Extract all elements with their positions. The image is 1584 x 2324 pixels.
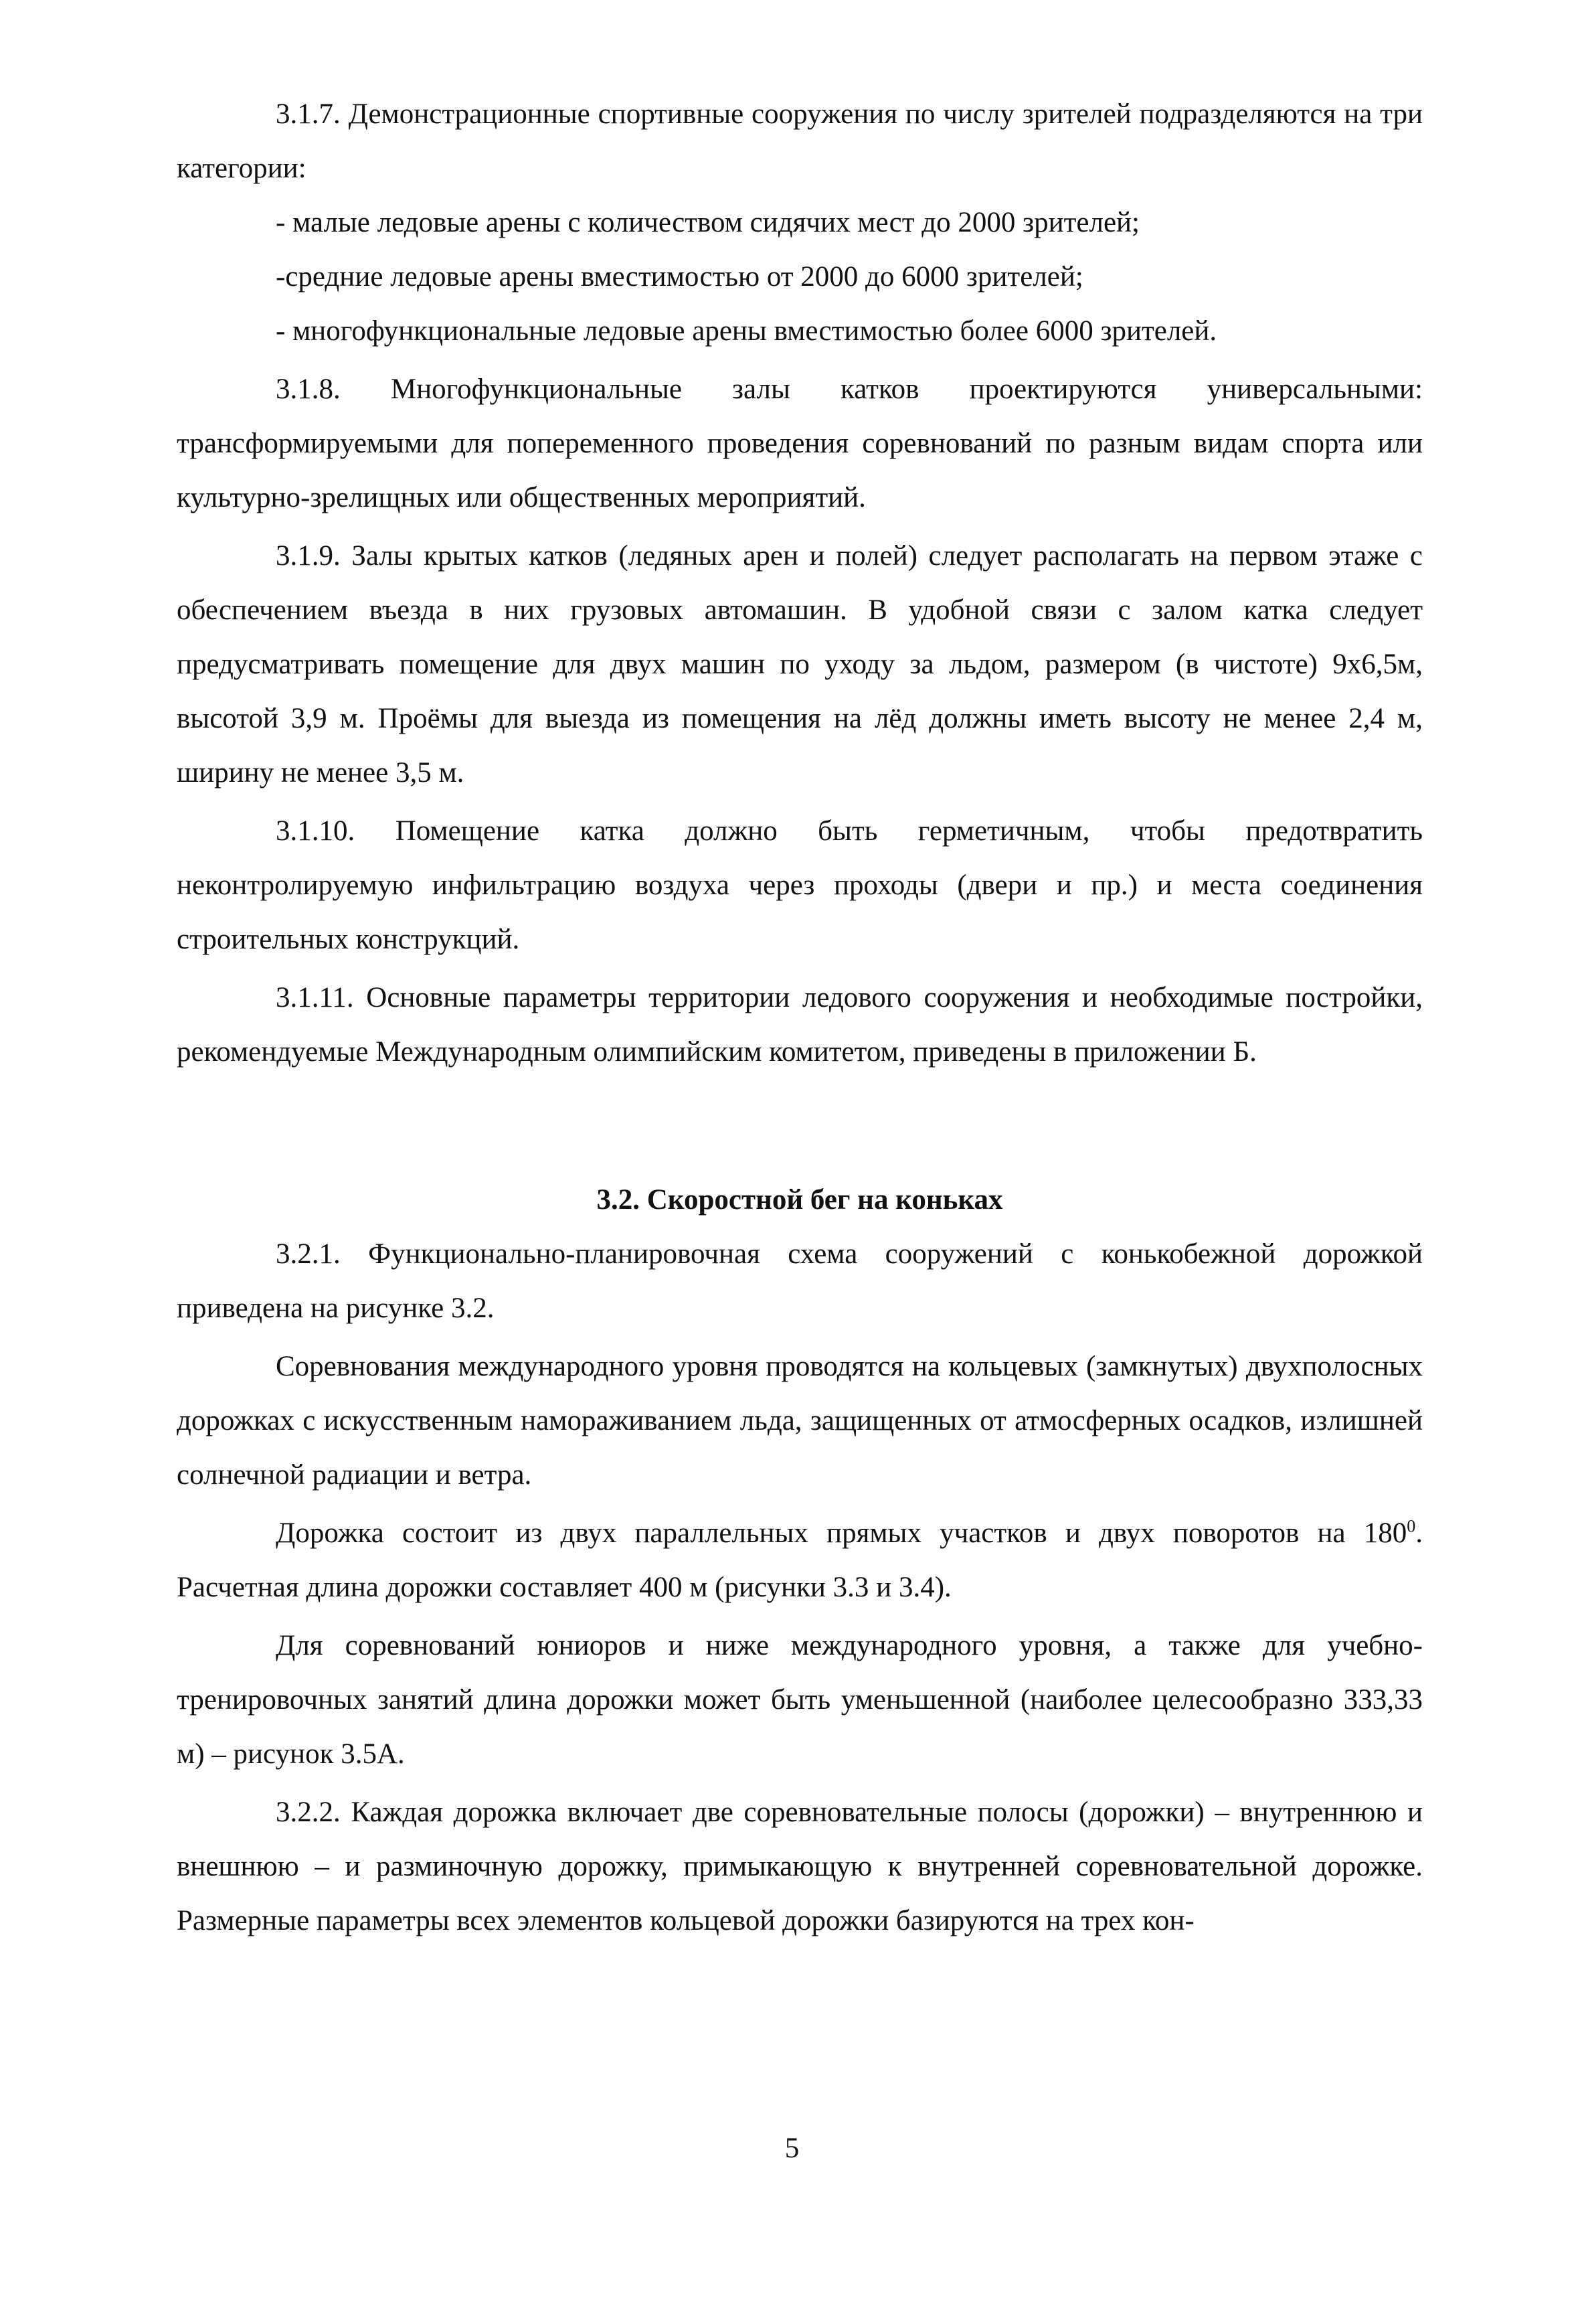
paragraph-3-1-8: 3.1.8. Многофункциональные залы катков проектируются универсальными: трансформируемыми для попеременного проведения соревнований по разным видам спорта или культурно-зрелищных или общественных мероприятий.	[177, 374, 1423, 513]
list-item-multifunctional-arenas: - многофункциональные ледовые арены вместимостью более 6000 зрителей.	[276, 315, 1217, 347]
paragraph-3-1-10: 3.1.10. Помещение катка должно быть герметичным, чтобы предотвратить неконтролируемую инфильтрацию воздуха через проходы (двери и пр.) и места соединения строительных конструкций.	[177, 815, 1423, 955]
paragraph-3-1-7: 3.1.7. Демонстрационные спортивные сооружения по числу зрителей подразделяются на три категории:	[177, 98, 1423, 184]
list-item-medium-arenas: -средние ледовые арены вместимостью от 2000 до 6000 зрителей;	[276, 261, 1083, 293]
paragraph-track-composition	[177, 1506, 1423, 1614]
body-text	[177, 87, 1423, 1948]
degree-superscript: 0	[1407, 1516, 1416, 1536]
track-text-part-2: . Расчетная длина дорожки составляет 400 м (рисунки 3.3 и 3.4).	[177, 1517, 1423, 1603]
track-text-part-1: Дорожка состоит из двух параллельных прямых участков и двух поворотов на 180	[276, 1517, 1407, 1549]
list-item-small-arenas: - малые ледовые арены с количеством сидячих мест до 2000 зрителей;	[276, 207, 1140, 238]
paragraph-3-1-9: 3.1.9. Залы крытых катков (ледяных арен и полей) следует располагать на первом этаже с обеспечением въезда в них грузовых автомашин. В удобной связи с залом катка следует предусматривать помещение для двух машин по уходу за льдом, размером (в чистоте) 9х6,5м, высотой 3,9 м. Проёмы для выезда из помещения на лёд должны иметь высоту не менее 2,4 м, ширину не менее 3,5 м.	[177, 540, 1423, 788]
paragraph-3-1-11: 3.1.11. Основные параметры территории ледового сооружения и необходимые постройки, рекомендуемые Международным олимпийским комитетом, приведены в приложении Б.	[177, 982, 1423, 1068]
paragraph-juniors: Для соревнований юниоров и ниже международного уровня, а также для учебно-тренировочных занятий длина дорожки может быть уменьшенной (наиболее целесообразно 333,33 м) – рисунок 3.5А.	[177, 1630, 1423, 1770]
paragraph-3-2-1: 3.2.1. Функционально-планировочная схема сооружений с конькобежной дорожкой приведена на рисунке 3.2.	[177, 1238, 1423, 1324]
paragraph-3-2-2: 3.2.2. Каждая дорожка включает две соревновательные полосы (дорожки) – внутреннюю и внешнюю – и разминочную дорожку, примыкающую к внутренней соревновательной дорожке. Размерные параметры всех элементов кольцевой дорожки базируются на трех кон-	[177, 1797, 1423, 1936]
page-number: 5	[784, 2133, 800, 2164]
paragraph-international-competitions: Соревнования международного уровня проводятся на кольцевых (замкнутых) двухполосных дорожках с искусственным намораживанием льда, защищенных от атмосферных осадков, излишней солнечной радиации и ветра.	[177, 1351, 1423, 1491]
section-heading-3-2: 3.2. Скоростной бег на коньках	[596, 1184, 1003, 1216]
